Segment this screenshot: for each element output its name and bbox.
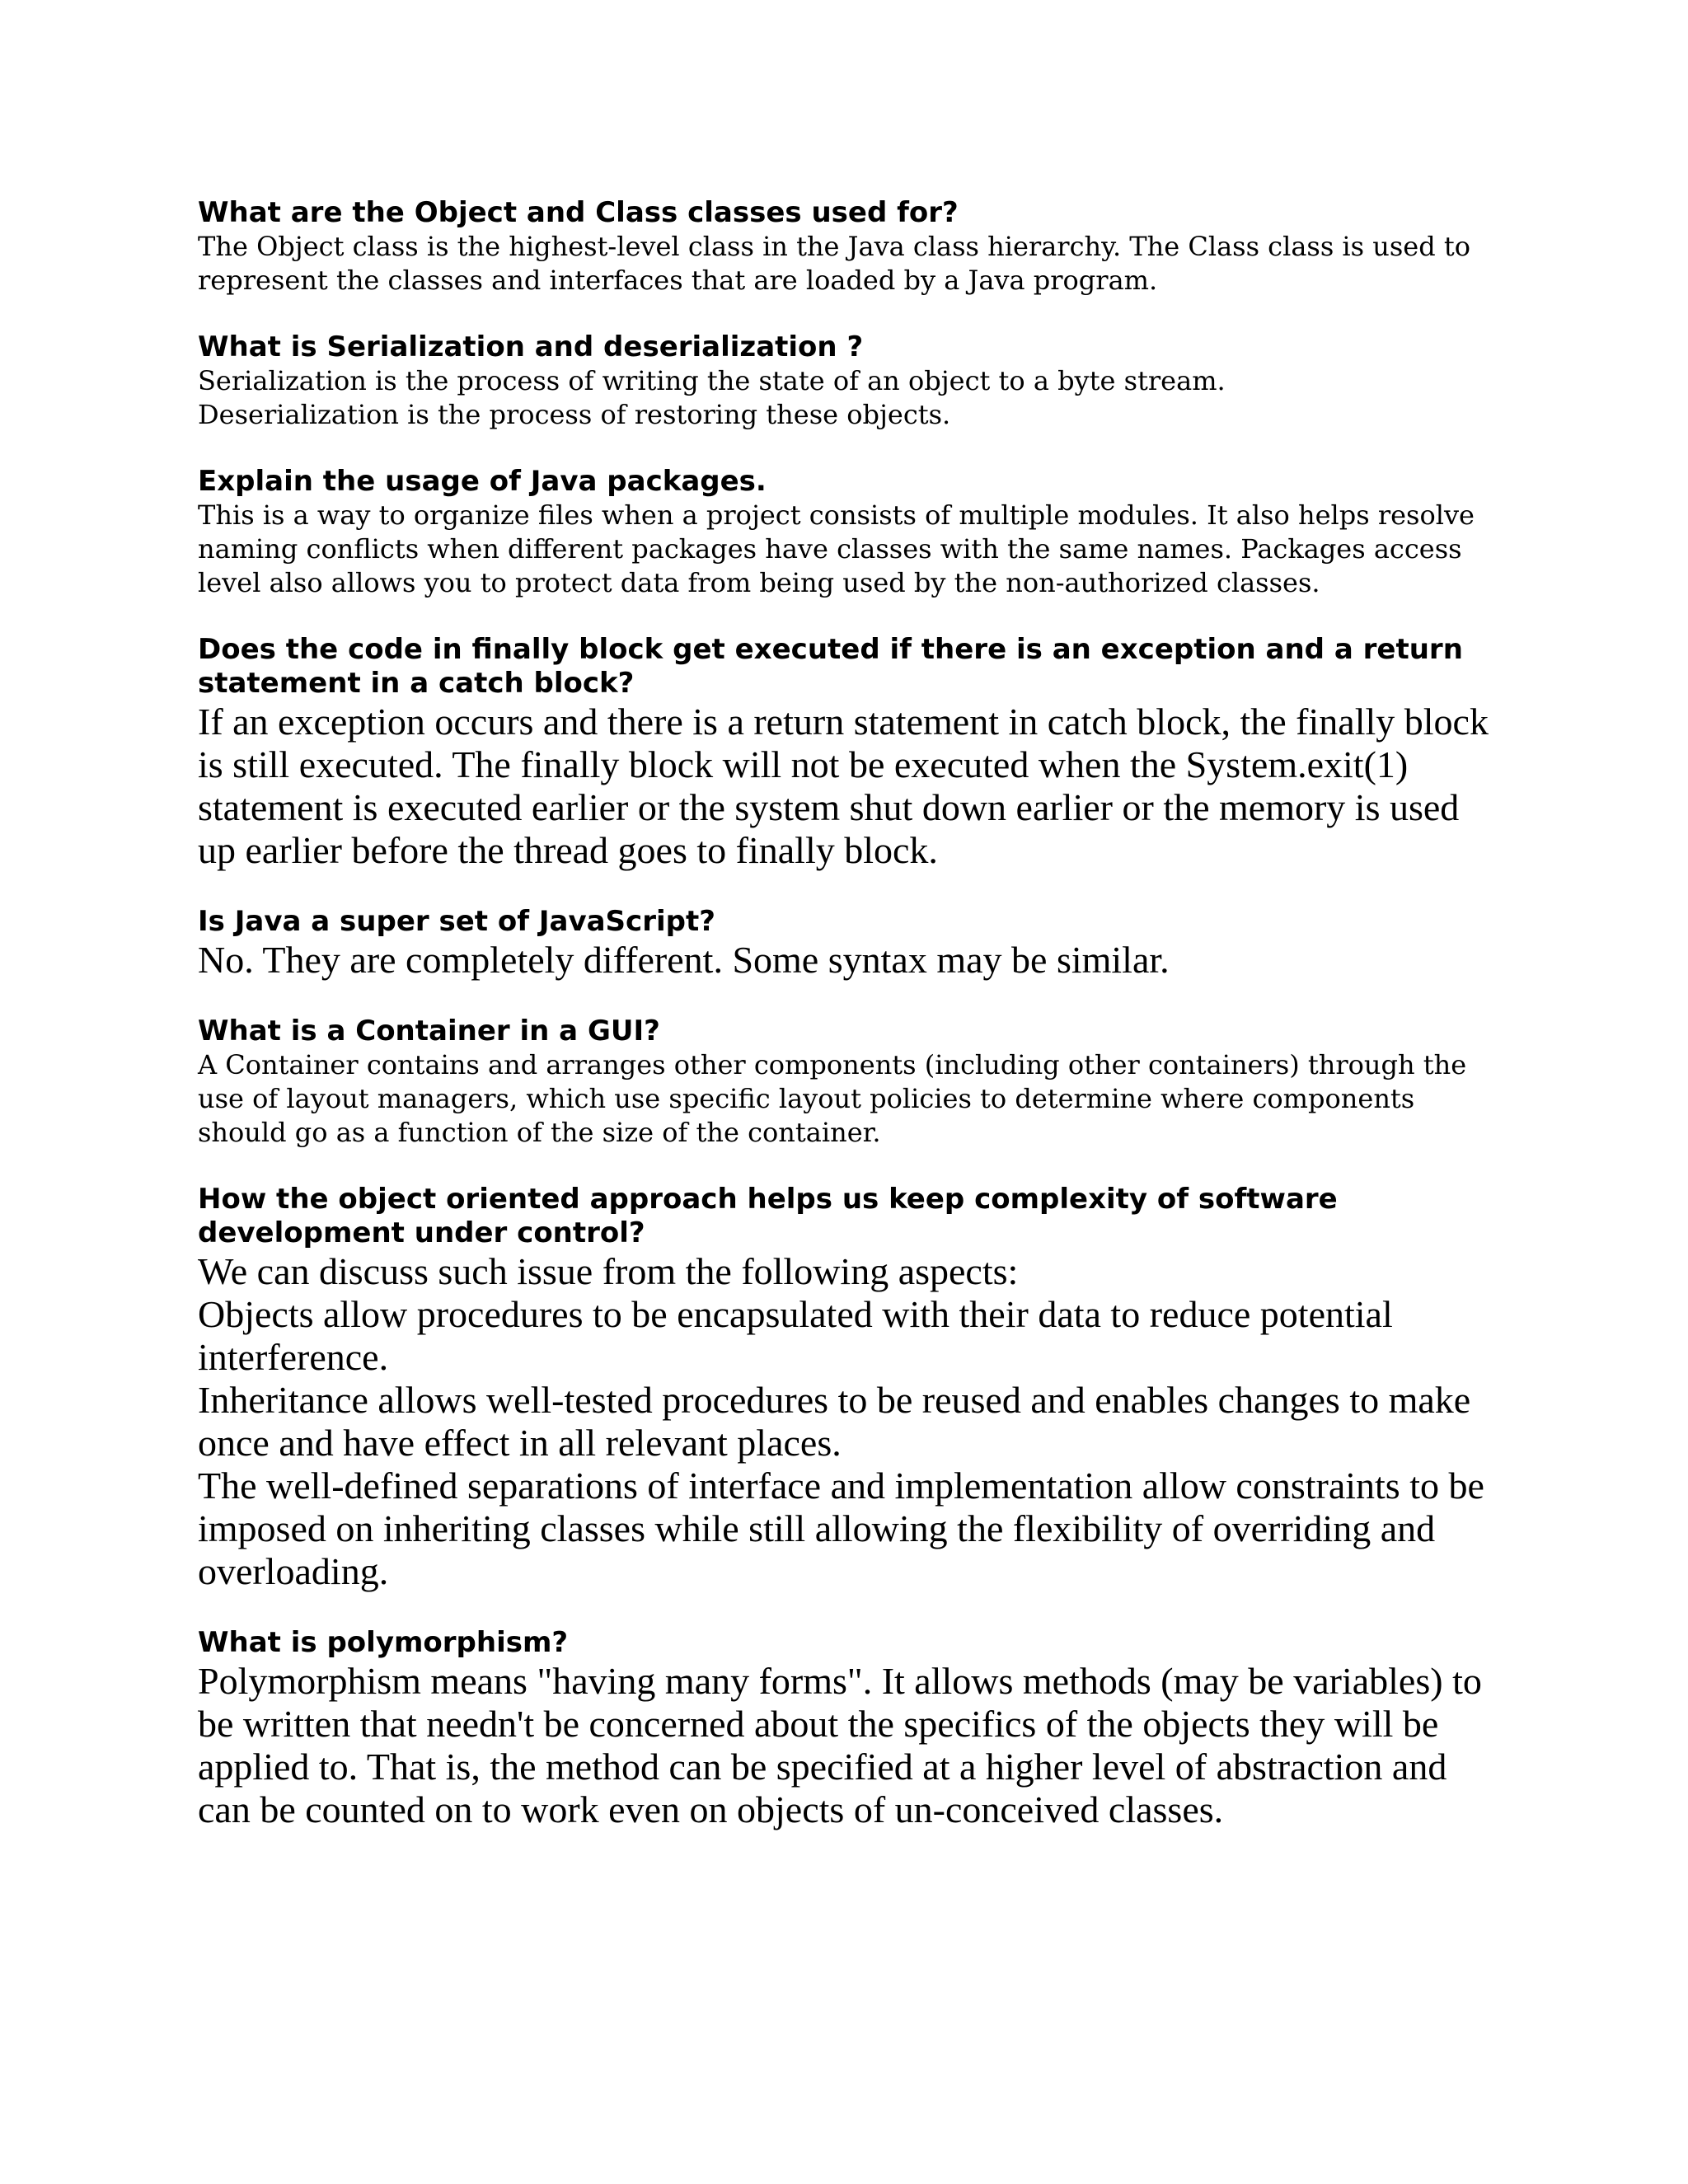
answer-text <box>198 364 1500 432</box>
question-heading: What are the Object and Class classes used for? <box>198 196 959 229</box>
answer-line: Inheritance allows well-tested procedures to be reused and enables changes to make once and have effect in all relevant places. <box>198 1379 1471 1464</box>
answer-text <box>198 230 1500 298</box>
qa-block <box>198 330 1500 432</box>
qa-block <box>198 196 1500 298</box>
question-heading: Does the code in finally block get executed if there is an exception and a return statement in a catch block? <box>198 633 1463 700</box>
question-heading: What is polymorphism? <box>198 1626 569 1659</box>
answer-text <box>198 701 1500 872</box>
answer-text <box>198 939 1500 982</box>
answer-line: No. They are completely different. Some syntax may be similar. <box>198 939 1170 981</box>
qa-block <box>198 1626 1500 1831</box>
answer-line: Objects allow procedures to be encapsulated with their data to reduce potential interference. <box>198 1293 1393 1378</box>
answer-line: Serialization is the process of writing the state of an object to a byte stream. <box>198 365 1226 396</box>
question-heading: Explain the usage of Java packages. <box>198 465 767 498</box>
question-heading: What is Serialization and deserialization ? <box>198 330 864 363</box>
answer-text <box>198 499 1500 600</box>
answer-line: A Container contains and arranges other components (including other containers) through the use of layout managers, which use specific layout policies to determine where components should go as a function of the size of the container. <box>198 1049 1467 1148</box>
answer-line: Deserialization is the process of restoring these objects. <box>198 399 951 430</box>
answer-line: We can discuss such issue from the following aspects: <box>198 1250 1019 1292</box>
qa-block <box>198 905 1500 982</box>
question-heading: How the object oriented approach helps us keep complexity of software development under control? <box>198 1183 1338 1249</box>
document-page <box>198 196 1500 1864</box>
qa-block <box>198 1183 1500 1593</box>
answer-line: The Object class is the highest-level class in the Java class hierarchy. The Class class is used to represent the classes and interfaces that are loaded by a Java program. <box>198 231 1470 296</box>
answer-line: Polymorphism means "having many forms". It allows methods (may be variables) to be written that needn't be concerned about the specifics of the objects they will be applied to. That is, the method can be specified at a higher level of abstraction and can be counted on to work even on objects of un-conceived classes. <box>198 1660 1482 1830</box>
question-heading: Is Java a super set of JavaScript? <box>198 905 715 938</box>
answer-text <box>198 1660 1500 1831</box>
answer-text <box>198 1048 1500 1150</box>
answer-line: If an exception occurs and there is a return statement in catch block, the finally block is still executed. The finally block will not be executed when the System.exit(1) statement is executed earlier or the system shut down earlier or the memory is used up earlier before the thread goes to finally block. <box>198 701 1489 871</box>
answer-text <box>198 1250 1500 1593</box>
qa-block <box>198 465 1500 600</box>
answer-line: The well-defined separations of interface and implementation allow constraints to be imposed on inheriting classes while still allowing the flexibility of overriding and overloading. <box>198 1465 1484 1592</box>
qa-block <box>198 633 1500 872</box>
qa-block <box>198 1015 1500 1150</box>
answer-line: This is a way to organize files when a project consists of multiple modules. It also helps resolve naming conflicts when different packages have classes with the same names. Packages access level also allows you to protect data from being used by the non-authorized classes. <box>198 499 1475 598</box>
question-heading: What is a Container in a GUI? <box>198 1015 660 1047</box>
